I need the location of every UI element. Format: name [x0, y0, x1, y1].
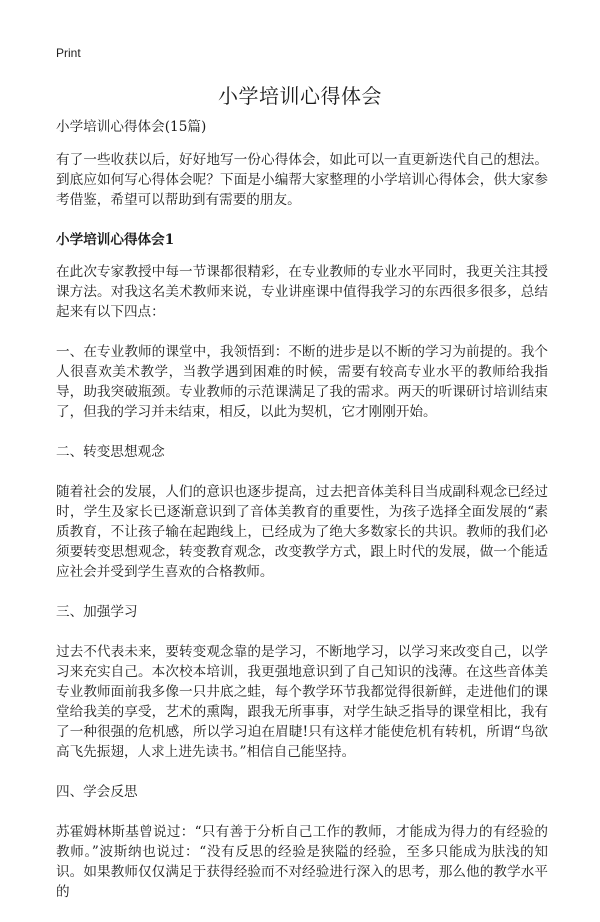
article-body — [56, 117, 548, 922]
section-heading: 小学培训心得体会1 — [56, 232, 175, 248]
body-paragraph: 在此次专家教授中每一节课都很精彩，在专业教师的专业水平同时，我更关注其授课方法。对我这名美术教师来说，专业讲座课中值得我学习的东西很多很多，总结起来有以下四点： — [56, 264, 548, 320]
article-subtitle: 小学培训心得体会(15篇) — [56, 119, 207, 135]
point-one-paragraph: 一、在专业教师的课堂中，我领悟到：不断的进步是以不断的学习为前提的。我个人很喜欢美术教学，当教学遇到困难的时候，需要有较高专业水平的教师给我指导，助我突破瓶颈。专业教师的示范课满足了我的需求。两天的听课研讨培训结束了，但我的学习并未结束，相反，以此为契机，它才刚刚开始。 — [56, 344, 548, 420]
intro-paragraph: 有了一些收获以后，好好地写一份心得体会，如此可以一直更新迭代自己的想法。到底应如何写心得体会呢？下面是小编帮大家整理的小学培训心得体会，供大家参考借鉴，希望可以帮助到有需要的朋友。 — [56, 152, 548, 208]
body-paragraph: 随着社会的发展，人们的意识也逐步提高，过去把音体美科目当成副科观念已经过时，学生及家长已逐渐意识到了音体美教育的重要性，为孩子选择全面发展的“素质教育，不让孩子输在起跑线上，已经成为了绝大多数家长的共识。教师的我们必须要转变思想观念，转变教育观念，改变教学方式，跟上时代的发展，做一个能适应社会并受到学生喜欢的合格教师。 — [56, 484, 548, 580]
point-heading: 三、加强学习 — [56, 604, 138, 620]
point-heading: 四、学会反思 — [56, 784, 138, 800]
body-paragraph: 过去不代表未来，要转变观念靠的是学习，不断地学习，以学习来改变自己，以学习来充实自己。本次校本培训，我更强地意识到了自己知识的浅薄。在这些音体美专业教师面前我多像一只井底之蛙，每个教学环节我都觉得很新鲜，走进他们的课堂给我美的享受，艺术的熏陶，跟我无所事事，对学生缺乏指导的课堂相比，我有了一种很强的危机感，所以学习迫在眉睫!只有这样才能使危机有转机，所谓“鸟欲高飞先振翅，人求上进先读书。”相信自己能坚持。 — [56, 644, 548, 760]
point-heading: 二、转变思想观念 — [56, 444, 165, 460]
body-paragraph: 苏霍姆林斯基曾说过：“只有善于分析自己工作的教师，才能成为得力的有经验的教师。”波斯纳也说过：“没有反思的经验是狭隘的经验，至多只能成为肤浅的知识。如果教师仅仅满足于获得经验而不对经验进行深入的思考，那么他的教学水平的 — [56, 824, 548, 900]
print-link[interactable]: Print — [56, 46, 81, 60]
page-title: 小学培训心得体会 — [218, 84, 382, 108]
